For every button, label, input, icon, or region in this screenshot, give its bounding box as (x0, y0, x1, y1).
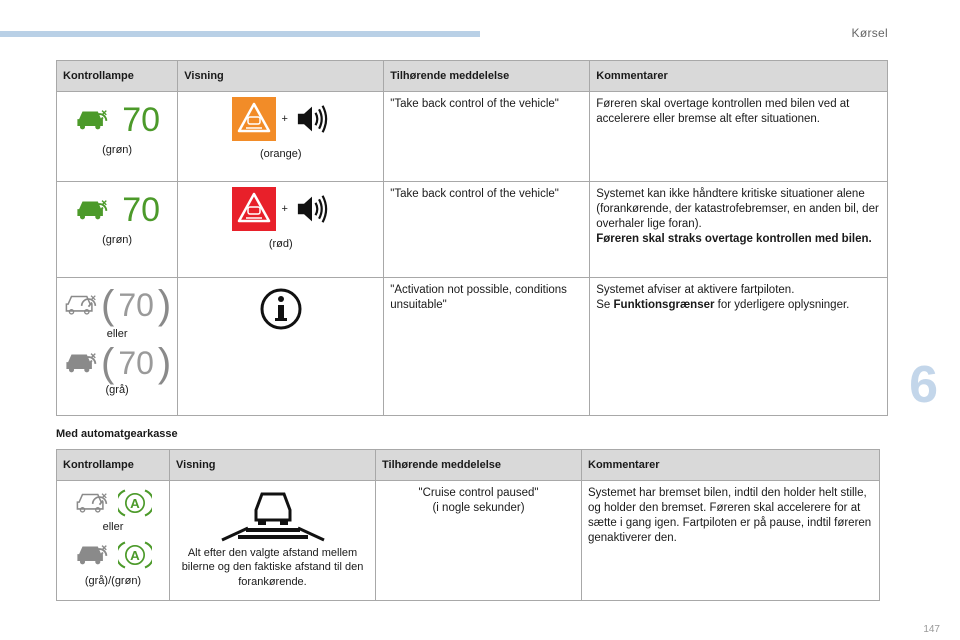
lamp-cell (57, 182, 178, 278)
comment-cell (590, 182, 888, 278)
lamp-cell (57, 92, 178, 182)
chapter-number: 6 (909, 356, 938, 414)
lamp-color-label: (grøn) (102, 234, 133, 246)
cruise-brake-outline-icon (63, 292, 97, 318)
cruise-brake-grey-icon (63, 350, 97, 376)
header-meddelelse: Tilhørende meddelelse (384, 61, 590, 92)
header-kontrollampe: Kontrollampe (57, 61, 178, 92)
comment-cell: Systemet har bremset bilen, indtil den holder helt stille, og holder den bremset. Føreren skal accelerere for at sætte i gang igen. Fartpiloten er på pause, indtil føreren genaktiverer den. (582, 481, 880, 601)
lamp-color-label: (grå) (105, 384, 129, 397)
comment-reference (596, 298, 881, 313)
cruise-brake-grey-icon (74, 542, 108, 568)
visning-cell (178, 92, 384, 182)
table-row (57, 481, 880, 601)
visning-color-label: (orange) (259, 148, 302, 160)
or-label: eller (102, 521, 124, 533)
distance-display-icon (218, 486, 328, 542)
paren-left: ( (101, 341, 115, 386)
reference-prefix: Se (596, 298, 614, 311)
comment-bold-text: Føreren skal straks overtage kontrollen med bilen. (596, 232, 872, 245)
lamp-cell (57, 481, 170, 601)
reference-link-text: Funktionsgrænser (613, 298, 715, 311)
speed-value: 70 (122, 101, 161, 139)
plus-sign: + (281, 112, 288, 125)
section-header-bar (0, 31, 480, 37)
table-row (57, 182, 888, 278)
visning-cell (170, 481, 376, 601)
message-cell (376, 481, 582, 601)
visning-cell (178, 182, 384, 278)
message-cell: "Take back control of the vehicle" (384, 182, 590, 278)
comment-cell (590, 278, 888, 416)
header-kommentarer: Kommentarer (582, 450, 880, 481)
message-cell: "Activation not possible, conditions unsuitable" (384, 278, 590, 416)
cruise-brake-outline-icon (74, 490, 108, 516)
automatic-gearbox-table (56, 449, 880, 601)
sound-icon (294, 194, 330, 224)
message-cell: "Take back control of the vehicle" (384, 92, 590, 182)
speed-value: 70 (118, 345, 154, 382)
paren-right: ) (157, 341, 172, 386)
visning-color-label: (rød) (268, 238, 293, 250)
sound-icon (294, 104, 330, 134)
subheading: Med automatgearkasse (56, 428, 178, 440)
header-kontrollampe: Kontrollampe (57, 450, 170, 481)
table-header-row (57, 450, 880, 481)
table-row (57, 278, 888, 416)
lamp-table (56, 60, 888, 416)
auto-hold-green-icon (118, 540, 152, 570)
visning-text: Alt efter den valgte afstand mellem bilerne og den faktiske afstand til den forankørende. (181, 547, 364, 588)
speed-value: 70 (122, 191, 161, 229)
plus-sign: + (281, 202, 288, 215)
message-line-2: (i nogle sekunder) (432, 501, 525, 514)
red-warning-icon (232, 187, 276, 231)
lamp-color-label: (grå)/(grøn) (84, 575, 142, 588)
lamp-color-label: (grøn) (102, 144, 133, 156)
header-visning: Visning (170, 450, 376, 481)
visning-cell (178, 278, 384, 416)
orange-warning-icon (232, 97, 276, 141)
reference-suffix: for yderligere oplysninger. (714, 298, 850, 311)
or-label: eller (106, 328, 128, 340)
table-header-row (57, 61, 888, 92)
comment-text: Systemet afviser at aktivere fartpiloten. (596, 284, 795, 296)
lamp-cell (57, 278, 178, 416)
page-number: 147 (923, 624, 940, 635)
cruise-brake-green-icon (74, 107, 108, 133)
header-visning: Visning (178, 61, 384, 92)
header-kommentarer: Kommentarer (590, 61, 888, 92)
message-line-1: "Cruise control paused" (418, 487, 539, 499)
header-meddelelse: Tilhørende meddelelse (376, 450, 582, 481)
comment-text: Systemet kan ikke håndtere kritiske situationer alene (forankørende, der katastrofebremser, en anden bil, der overhaler lige foran). (596, 188, 879, 230)
table-row (57, 92, 888, 182)
paren-right: ) (157, 283, 172, 327)
comment-cell: Føreren skal overtage kontrollen med bilen ved at accelerere eller bremse alt efter situationen. (590, 92, 888, 182)
cruise-brake-green-icon (74, 197, 108, 223)
info-icon (259, 287, 303, 331)
section-title: Kørsel (851, 26, 888, 40)
paren-left: ( (101, 283, 115, 327)
speed-value: 70 (118, 287, 154, 323)
auto-hold-green-icon (118, 488, 152, 518)
